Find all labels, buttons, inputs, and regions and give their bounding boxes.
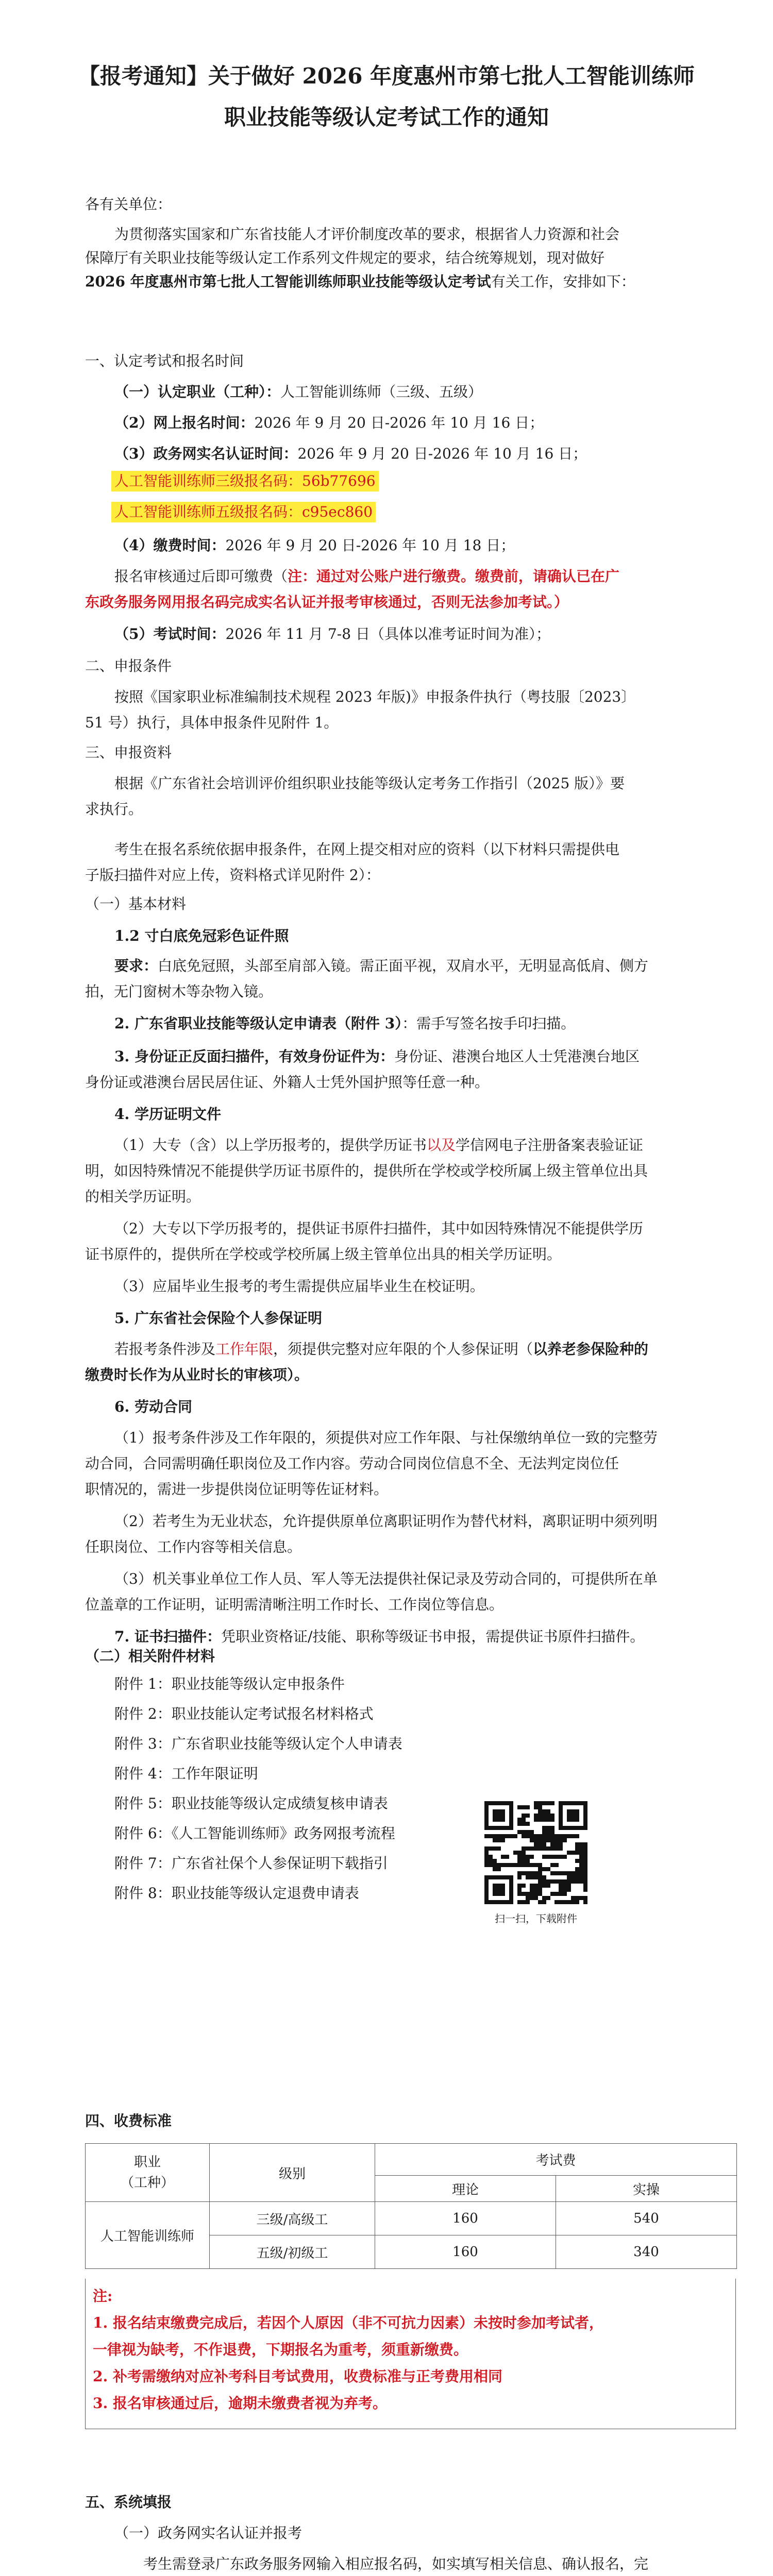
material4-p1-red: 以及 <box>426 1137 456 1154</box>
attachment-qr-code[interactable] <box>484 1801 587 1904</box>
material2-text: ：需手写签名按手印扫描。 <box>402 1015 576 1032</box>
material3-line1 <box>114 1047 640 1066</box>
attachment-item[interactable]: 附件 8：职业技能等级认定退费申请表 <box>114 1885 359 1902</box>
s1-item1 <box>114 382 482 402</box>
header-job-label: 职业 <box>133 2155 161 2170</box>
fee-row-practice: 540 <box>556 2202 737 2235</box>
s1-item2-label: （2）网上报名时间： <box>114 414 255 431</box>
material3-title: 3. 身份证正反面扫描件，有效身份证件为： <box>114 1048 394 1065</box>
material5-c: ，须提供完整对应年限的个人参保证明（ <box>273 1341 533 1358</box>
s1-payment-note-line2: 东政务服务网用报名码完成实名认证并报考审核通过，否则无法参加考试。） <box>85 594 569 611</box>
attachment-item[interactable]: 附件 2：职业技能认定考试报名材料格式 <box>114 1705 374 1722</box>
fee-row-level: 三级/高级工 <box>210 2202 375 2235</box>
section3-heading: 三、申报资料 <box>85 744 172 761</box>
fee-row-practice: 340 <box>556 2235 737 2269</box>
s2-line1: 按照《国家职业标准编制技术规程 2023 年版)》申报条件执行（粤技服〔2023〕 <box>114 688 636 705</box>
s1-code-level5: 人工智能训练师五级报名码：c95ec860 <box>111 502 376 522</box>
fee-note-line: 3. 报名审核通过后，逾期未缴费者视为弃考。 <box>93 2395 387 2412</box>
material5-bold: 以养老参保险种的 <box>533 1341 649 1358</box>
material5-a: 若报考条件涉及 <box>114 1341 216 1358</box>
material4-p1-a: （1）大专（含）以上学历报考的，提供学历证书 <box>114 1137 427 1154</box>
section1-heading: 一、认定考试和报名时间 <box>85 352 244 369</box>
attachment-item[interactable]: 附件 5：职业技能等级认定成绩复核申请表 <box>114 1795 388 1812</box>
s3-para1-line1: 根据《广东省社会培训评价组织职业技能等级认定考务工作指引（2025 版）》要 <box>114 775 625 792</box>
fee-row-level: 五级/初级工 <box>210 2235 375 2269</box>
s3-para1-line2: 求执行。 <box>85 801 143 818</box>
fee-table-header-theory: 理论 <box>375 2176 556 2202</box>
material1-line1 <box>114 956 648 976</box>
section5-heading: 五、系统填报 <box>85 2494 172 2511</box>
material4-p1-c: 学信网电子注册备案表验证证 <box>455 1137 643 1154</box>
intro-line3 <box>85 272 635 292</box>
document-title-line1: 【报考通知】关于做好 2026 年度惠州市第七批人工智能训练师 <box>78 63 695 89</box>
s1-item4-text: 2026 年 9 月 20 日-2026 年 10 月 18 日； <box>225 537 515 554</box>
material5-line1 <box>114 1340 648 1359</box>
material4-p1-line3: 的相关学历证明。 <box>85 1188 201 1205</box>
fee-table-header-job <box>86 2144 210 2202</box>
material6-p3-line1: （3）机关事业单位工作人员、军人等无法提供社保记录及劳动合同的，可提供所在单 <box>114 1570 658 1587</box>
s1-item2-text: 2026 年 9 月 20 日-2026 年 10 月 16 日； <box>254 414 544 431</box>
header-job-sub: （工种） <box>120 2175 174 2191</box>
material4-p2-line1: （2）大专以下学历报考的，提供证书原件扫描件，其中如因特殊情况不能提供学历 <box>114 1220 643 1237</box>
material7-title: 7. 证书扫描件： <box>114 1628 221 1645</box>
attachment-item[interactable]: 附件 3：广东省职业技能等级认定个人申请表 <box>114 1735 402 1752</box>
material4-p1-line1 <box>114 1136 643 1155</box>
fee-table-header-level: 级别 <box>210 2144 375 2202</box>
material6-p1-line1: （1）报考条件涉及工作年限的，须提供对应工作年限、与社保缴纳单位一致的完整劳 <box>114 1429 658 1446</box>
fee-row-theory: 160 <box>375 2202 556 2235</box>
material7-line <box>114 1627 644 1647</box>
s1-item2 <box>114 413 544 433</box>
intro-batch-name: 2026 年度惠州市第七批人工智能训练师职业技能等级认定考试 <box>85 273 491 290</box>
section4-heading: 四、收费标准 <box>85 2112 172 2129</box>
material1-line2: 拍，无门窗树木等杂物入镜。 <box>85 983 273 1000</box>
intro-line2: 保障厅有关职业技能等级认定工作系列文件规定的要求，结合统筹规划，现对做好 <box>85 249 605 266</box>
s1-item5-text: 2026 年 11 月 7-8 日（具体以准考证时间为准）； <box>225 625 550 642</box>
s3-sub1-heading: （一）基本材料 <box>85 895 187 912</box>
s1-item3-text: 2026 年 9 月 20 日-2026 年 10 月 16 日； <box>297 445 587 462</box>
s5-line1: 考生需登录广东政务服务网输入相应报名码，如实填写相关信息、确认报名，完 <box>143 2555 649 2572</box>
material6-p2-line1: （2）若考生为无业状态，允许提供原单位离职证明作为替代材料，离职证明中须列明 <box>114 1513 658 1530</box>
document-title-line2: 职业技能等级认定考试工作的通知 <box>224 105 549 130</box>
material1-label: 要求： <box>114 957 158 974</box>
attachment-item[interactable]: 附件 4：工作年限证明 <box>114 1765 258 1782</box>
material1-title: 1.2 寸白底免冠彩色证件照 <box>114 927 289 944</box>
s3-sub2-heading: （二）相关附件材料 <box>85 1648 215 1665</box>
s1-payment-note-line1 <box>114 567 619 586</box>
s3-para2-line1: 考生在报名系统依据申报条件，在网上提交相对应的资料（以下材料只需提供电 <box>114 841 620 858</box>
s1-item3 <box>114 444 587 464</box>
material4-p1-line2: 明，如因特殊情况不能提供学历证书原件的，提供所在学校或学校所属上级主管单位出具 <box>85 1162 648 1179</box>
fee-note-line: 1. 报名结束缴费完成后，若因个人原因（非不可抗力因素）未按时参加考试者， <box>93 2314 603 2331</box>
attachment-item[interactable]: 附件 6：《人工智能训练师》政务网报考流程 <box>114 1825 395 1842</box>
s1-payment-note-red: 注：通过对公账户进行缴费。缴费前，请确认已在广 <box>288 568 620 585</box>
material6-p3-line2: 位盖章的工作证明，证明需清晰注明工作时长、工作岗位等信息。 <box>85 1596 504 1613</box>
material6-p2-line2: 任职岗位、工作内容等相关信息。 <box>85 1538 302 1555</box>
material2-line <box>114 1014 575 1033</box>
material6-p1-line2: 动合同，合同需明确任职岗位及工作内容。劳动合同岗位信息不全、无法判定岗位任 <box>85 1455 619 1472</box>
s1-item5 <box>114 624 550 644</box>
material2-title: 2. 广东省职业技能等级认定申请表（附件 3） <box>114 1015 402 1032</box>
fee-table-header-fee: 考试费 <box>375 2144 737 2176</box>
material5-line2: 缴费时长作为从业时长的审核项）。 <box>85 1366 309 1383</box>
material4-p3: （3）应届毕业生报考的考生需提供应届毕业生在校证明。 <box>114 1278 484 1295</box>
material4-p2-line2: 证书原件的，提供所在学校或学校所属上级主管单位出具的相关学历证明。 <box>85 1246 562 1263</box>
s3-para2-line2: 子版扫描件对应上传，资料格式详见附件 2）： <box>85 867 380 884</box>
intro-line3-tail: 有关工作，安排如下： <box>491 273 635 290</box>
s1-item4 <box>114 536 515 555</box>
fee-notes-box <box>85 2279 736 2429</box>
fee-table <box>85 2143 737 2269</box>
s5-sub1-heading: （一）政务网实名认证并报考 <box>114 2524 303 2541</box>
fee-note-line: 一律视为缺考，不作退费，下期报名为重考，须重新缴费。 <box>93 2341 468 2358</box>
qr-caption: 扫一扫，下载附件 <box>495 1912 577 1925</box>
material6-title: 6. 劳动合同 <box>114 1398 192 1415</box>
fee-row-theory: 160 <box>375 2235 556 2269</box>
section2-heading: 二、申报条件 <box>85 657 172 674</box>
s1-item4-label: （4）缴费时间： <box>114 537 226 554</box>
attachment-item[interactable]: 附件 7：广东省社保个人参保证明下载指引 <box>114 1855 388 1872</box>
fee-notes-label: 注: <box>93 2287 113 2304</box>
fee-table-job-name: 人工智能训练师 <box>86 2202 210 2269</box>
attachment-item[interactable]: 附件 1：职业技能等级认定申报条件 <box>114 1675 345 1692</box>
material7-text: 凭职业资格证/技能、职称等级证书申报，需提供证书原件扫描件。 <box>221 1628 645 1645</box>
material5-red: 工作年限 <box>215 1341 274 1358</box>
material1-text: 白底免冠照，头部至肩部入镜。需正面平视，双肩水平，无明显高低肩、侧方 <box>158 957 649 974</box>
fee-table-header-practice: 实操 <box>556 2176 737 2202</box>
material3-line2: 身份证或港澳台居民居住证、外籍人士凭外国护照等任意一种。 <box>85 1074 490 1091</box>
material4-title: 4. 学历证明文件 <box>114 1106 221 1123</box>
s2-line2: 51 号）执行，具体申报条件见附件 1。 <box>85 714 339 731</box>
fee-note-line: 2. 补考需缴纳对应补考科目考试费用，收费标准与正考费用相同 <box>93 2368 502 2385</box>
material6-p1-line3: 职情况的，需进一步提供岗位证明等佐证材料。 <box>85 1481 389 1498</box>
greeting: 各有关单位： <box>85 196 172 213</box>
s1-item1-label: （一）认定职业（工种）： <box>114 383 281 400</box>
material3-text: 身份证、港澳台地区人士凭港澳台地区 <box>394 1048 640 1065</box>
s1-payment-note-prefix: 报名审核通过后即可缴费（ <box>114 568 288 585</box>
s1-code-level3: 人工智能训练师三级报名码：56b77696 <box>111 471 379 492</box>
s1-item3-label: （3）政务网实名认证时间： <box>114 445 298 462</box>
s1-item1-text: 人工智能训练师（三级、五级） <box>280 383 483 400</box>
intro-line1: 为贯彻落实国家和广东省技能人才评价制度改革的要求，根据省人力资源和社会 <box>114 226 620 243</box>
s1-item5-label: （5）考试时间： <box>114 625 226 642</box>
material5-title: 5. 广东省社会保险个人参保证明 <box>114 1310 322 1327</box>
